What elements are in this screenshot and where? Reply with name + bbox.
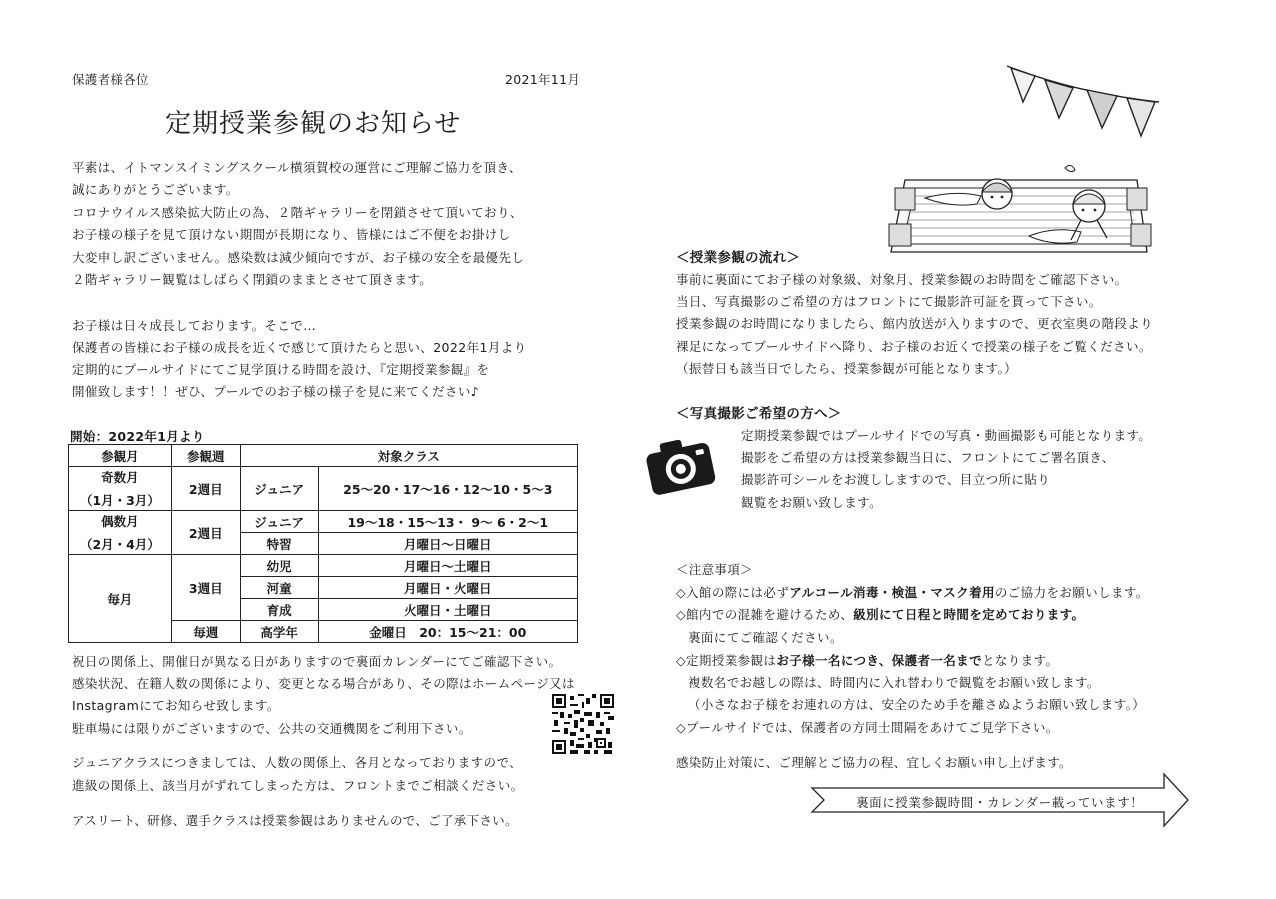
even-detail-1: 19～18・15～13・ 9～ 6・2～1 xyxy=(318,511,577,533)
bunting-icon xyxy=(1003,62,1163,140)
weekly-cell: 毎週 xyxy=(171,621,240,643)
table-row xyxy=(69,511,578,533)
weekly-detail: 金曜日 20：15～21：00 xyxy=(318,621,577,643)
monthly-detail-2: 月曜日・火曜日 xyxy=(318,577,577,599)
intro-line: ２階ギャラリー観覧はしばらく閉鎖のままとさせて頂きます。 xyxy=(72,272,433,287)
caution-list xyxy=(676,583,1236,743)
page-title: 定期授業参観のお知らせ xyxy=(165,109,462,139)
odd-month: 奇数月 xyxy=(101,470,139,485)
caution-item-3-sub: 複数名でお越しの際は、時間内に入れ替わりで観覧をお願い致します。 xyxy=(688,675,1100,690)
photo-paragraph xyxy=(741,426,1221,516)
junior-line: ジュニアクラスにつきましては、人数の関係上、各月となっておりますので、 xyxy=(72,755,523,770)
even-month-sub: （2月・4月） xyxy=(79,537,160,552)
intro-line: お子様の様子を見て頂けない期間が長期になり、皆様にはご不便をお掛けし xyxy=(72,227,511,242)
announce-line: 開催致します！！ぜひ、プールでのお子様の様子を見に来てください♪ xyxy=(72,384,480,399)
caution-heading: ＜注意事項＞ xyxy=(676,562,753,577)
photo-heading: ＜写真撮影ご希望の方へ＞ xyxy=(676,406,842,422)
even-month: 偶数月 xyxy=(101,514,139,529)
flow-line: 裸足になってプールサイドへ降り、お子様のお近くで授業の様子をご覧ください。 xyxy=(676,339,1152,354)
note-line: 祝日の関係上、開催日が異なる日がありますので裏面カレンダーにてご確認下さい。 xyxy=(72,654,562,669)
header-week: 参観週 xyxy=(171,445,240,467)
intro-line: 大変申し訳ございません。感染数は減少傾向ですが、お子様の安全を最優先し xyxy=(72,250,525,265)
caution-item-2-sub: 裏面にてご確認ください。 xyxy=(688,630,843,645)
flow-line: （振替日も該当日でしたら、授業参観が可能となります。） xyxy=(676,361,1018,376)
pool-illustration xyxy=(885,160,1153,254)
odd-month-cell xyxy=(69,467,172,511)
table-header-row xyxy=(69,445,578,467)
caution-item-3: ◇定期授業参観はお子様一名につき、保護者一名までとなります。 xyxy=(676,653,1059,668)
even-class-2: 特習 xyxy=(240,533,318,555)
weekly-class: 高学年 xyxy=(240,621,318,643)
qr-code-icon xyxy=(552,694,614,754)
start-label: 開始：2022年1月より xyxy=(70,429,205,444)
flow-paragraph xyxy=(676,270,1236,380)
monthly-detail-3: 火曜日・土曜日 xyxy=(318,599,577,621)
arrow-callout-text: 裏面に授業参観時間・カレンダー載っています！ xyxy=(856,795,1144,810)
intro-paragraph xyxy=(72,158,632,298)
even-class-1: ジュニア xyxy=(240,511,318,533)
junior-paragraph xyxy=(72,753,632,798)
announce-line: 定期的にプールサイドにてご見学頂ける時間を設け、『定期授業参観』を xyxy=(72,362,490,377)
photo-line: 撮影許可シールをお渡ししますので、目立つ所に貼り xyxy=(741,472,1051,487)
header-month: 参観月 xyxy=(69,445,172,467)
monthly-cell: 毎月 xyxy=(69,555,172,643)
odd-class: ジュニア xyxy=(240,467,318,511)
monthly-detail-1: 月曜日～土曜日 xyxy=(318,555,577,577)
schedule-table xyxy=(68,444,578,643)
table-row xyxy=(69,467,578,511)
even-week: 2週目 xyxy=(171,511,240,555)
flow-line: 事前に裏面にてお子様の対象級、対象月、授業参観のお時間をご確認下さい。 xyxy=(676,272,1128,287)
flow-line: 授業参観のお時間になりましたら、館内放送が入りますので、更衣室奥の階段より xyxy=(676,316,1154,331)
announce-line: 保護者の皆様にお子様の成長を近くで感じて頂けたらと思い、2022年1月より xyxy=(72,340,527,355)
camera-icon xyxy=(642,432,718,498)
note-line: Instagramにてお知らせ致します。 xyxy=(72,698,280,713)
even-detail-2: 月曜日～日曜日 xyxy=(318,533,577,555)
table-row xyxy=(69,555,578,577)
athlete-note: アスリート、研修、選手クラスは授業参観はありませんので、ご了承下さい。 xyxy=(72,813,518,828)
intro-line: コロナウイルス感染拡大防止の為、２階ギャラリーを閉鎖させて頂いており、 xyxy=(72,205,523,220)
photo-line: 撮影をご希望の方は授業参観当日に、フロントにてご署名頂き、 xyxy=(741,450,1115,465)
caution-item-4: ◇プールサイドでは、保護者の方同士間隔をあけてご見学下さい。 xyxy=(676,720,1059,735)
issue-date: 2021年11月 xyxy=(505,72,581,87)
monthly-class-3: 育成 xyxy=(240,599,318,621)
note-line: 感染状況、在籍人数の関係により、変更となる場合があり、その際はホームページ又は xyxy=(72,676,575,691)
monthly-class-2: 河童 xyxy=(240,577,318,599)
closing-line: 感染防止対策に、ご理解とご協力の程、宜しくお願い申し上げます。 xyxy=(676,755,1072,770)
junior-line: 進級の関係上、該当月がずれてしまった方は、フロントまでご相談ください。 xyxy=(72,778,524,793)
caution-item-2: ◇館内での混雑を避けるため、級別にて日程と時間を定めております。 xyxy=(676,607,1085,622)
flow-heading: ＜授業参観の流れ＞ xyxy=(676,250,801,266)
monthly-week: 3週目 xyxy=(171,555,240,621)
announce-line: お子様は日々成長しております。そこで… xyxy=(72,318,317,333)
even-month-cell xyxy=(69,511,172,555)
intro-line: 平素は、イトマンスイミングスクール横須賀校の運営にご理解ご協力を頂き、 xyxy=(72,160,522,175)
notes-paragraph xyxy=(72,652,632,742)
monthly-class-1: 幼児 xyxy=(240,555,318,577)
note-line: 駐車場には限りがございますので、公共の交通機関をご利用下さい。 xyxy=(72,721,472,736)
photo-line: 定期授業参観ではプールサイドでの写真・動画撮影も可能となります。 xyxy=(741,428,1152,443)
caution-item-1: ◇入館の際には必ずアルコール消毒・検温・マスク着用のご協力をお願いします。 xyxy=(676,585,1149,600)
header-class: 対象クラス xyxy=(240,445,577,467)
addressee: 保護者様各位 xyxy=(72,72,149,87)
flow-line: 当日、写真撮影のご希望の方はフロントにて撮影許可証を貰って下さい。 xyxy=(676,294,1102,309)
intro-line: 誠にありがとうございます。 xyxy=(72,182,239,197)
photo-line: 観覧をお願い致します。 xyxy=(741,495,882,510)
odd-month-sub: （1月・3月） xyxy=(79,493,160,508)
caution-item-3-sub: （小さなお子様をお連れの方は、安全のため手を離さぬようお願い致します。） xyxy=(688,697,1146,712)
odd-detail: 25～20・17～16・12～10・5～3 xyxy=(318,467,577,511)
announce-paragraph xyxy=(72,316,632,406)
odd-week: 2週目 xyxy=(171,467,240,511)
